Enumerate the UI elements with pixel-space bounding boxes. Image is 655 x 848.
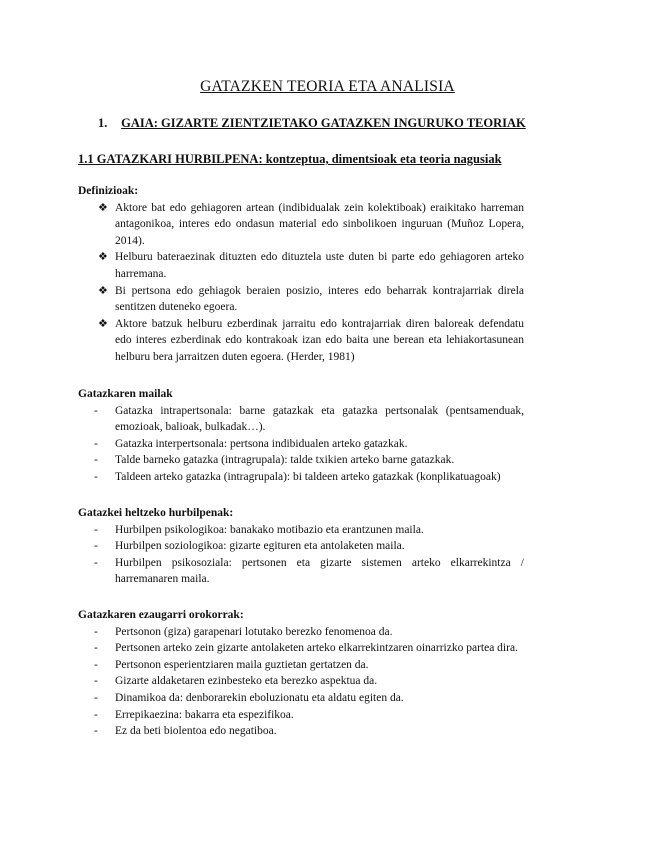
definitions-section: [78, 183, 524, 366]
bullet-marker: -: [94, 404, 98, 417]
list-item: [78, 283, 524, 316]
list-item: [78, 555, 524, 588]
list-item-text: Gatazka intrapertsonala: barne gatazkak eta gatazka pertsonalak (pentsamenduak, emozioak, balioak, bulkadak…).: [115, 404, 524, 434]
list-item: [78, 522, 524, 539]
bullet-marker: -: [94, 454, 98, 467]
list-item-text: Talde barneko gatazka (intragrupala): talde txikien arteko barne gatazkak.: [115, 454, 455, 467]
list-item-text: Pertsonon esperientziaren maila guztietan gertatzen da.: [115, 658, 369, 671]
bullet-marker: ❖: [98, 317, 108, 330]
section-title: 1.1 GATAZKARI HURBILPENA: kontzeptua, dimentsioak eta teoria nagusiak: [78, 152, 502, 166]
bullet-marker: -: [94, 691, 98, 704]
features-list: [78, 624, 524, 740]
list-item: [78, 452, 524, 469]
bullet-marker: -: [94, 625, 98, 638]
bullet-marker: -: [94, 642, 98, 655]
list-item: [78, 690, 524, 707]
approaches-section: [78, 505, 524, 588]
list-item-text: Hurbilpen psikologikoa: banakako motibazio eta erantzunen maila.: [115, 523, 424, 536]
bullet-marker: -: [94, 725, 98, 738]
list-item-text: Ez da beti biolentoa edo negatiboa.: [115, 725, 277, 738]
list-item: [78, 673, 524, 690]
list-item-text: Pertsonen arteko zein gizarte antolaketen arteko elkarrekintzaren oinarrizko partea dira.: [115, 642, 518, 655]
bullet-marker: ❖: [98, 201, 108, 214]
approaches-list: [78, 522, 524, 588]
list-item: [78, 538, 524, 555]
chapter-heading: [98, 116, 526, 131]
list-item: [78, 657, 524, 674]
list-item-text: Gizarte aldaketaren ezinbesteko eta berezko aspektua da.: [115, 675, 378, 688]
list-item-text: Taldeen arteko gatazka (intragrupala): bi taldeen arteko gatazkak (konplikatuagoak): [115, 470, 501, 483]
list-item: [78, 469, 524, 486]
bullet-marker: -: [94, 470, 98, 483]
list-item-text: Aktore bat edo gehiagoren artean (indibidualak zein kolektiboak) eraikitako harreman antagonikoa, interes edo ondasun material edo sinbolikoen inguruan (Muñoz Lopera, 2014).: [115, 201, 524, 247]
list-item-text: Hurbilpen soziologikoa: gizarte egituren eta antolaketen maila.: [115, 540, 405, 553]
bullet-marker: -: [94, 708, 98, 721]
chapter-number: 1.: [98, 116, 108, 130]
levels-list: [78, 403, 524, 486]
features-section: [78, 607, 524, 740]
list-item: [78, 249, 524, 282]
bullet-marker: -: [94, 437, 98, 450]
definitions-heading: Definizioak:: [78, 185, 139, 197]
levels-section: [78, 386, 524, 486]
approaches-heading: Gatazkei heltzeko hurbilpenak:: [78, 507, 234, 519]
list-item-text: Errepikaezina: bakarra eta espezifikoa.: [115, 708, 294, 721]
list-item: [78, 723, 524, 740]
list-item: [78, 436, 524, 453]
bullet-marker: -: [94, 658, 98, 671]
definitions-list: [78, 200, 524, 366]
bullet-marker: -: [94, 523, 98, 536]
list-item-text: Gatazka interpertsonala: pertsona indibidualen arteko gatazkak.: [115, 437, 408, 450]
list-item-text: Aktore batzuk helburu ezberdinak jarraitu edo kontrajarriak diren baloreak defendatu edo interes ezberdinak edo kontrakoak izan edo baita une berean eta lehiakortasunean helburu bera jarraitzen duten egoera. (Herder, 1981): [115, 317, 524, 363]
list-item-text: Helburu bateraezinak dituzten edo dituztela uste duten bi parte edo gehiagoren arteko harremana.: [115, 251, 524, 280]
list-item: [78, 403, 524, 436]
list-item-text: Pertsonon (giza) garapenari lotutako berezko fenomenoa da.: [115, 625, 393, 638]
chapter-title: GAIA: GIZARTE ZIENTZIETAKO GATAZKEN INGURUKO TEORIAK: [121, 116, 526, 130]
bullet-marker: ❖: [98, 251, 108, 264]
levels-heading: Gatazkaren mailak: [78, 388, 173, 400]
bullet-marker: -: [94, 675, 98, 688]
list-item: [78, 707, 524, 724]
bullet-marker: -: [94, 540, 98, 553]
features-heading: Gatazkaren ezaugarri orokorrak:: [78, 609, 244, 621]
list-item-text: Hurbilpen psikosoziala: pertsonen eta gizarte sistemen arteko elkarrekintza / harremanaren maila.: [115, 556, 524, 586]
list-item-text: Bi pertsona edo gehiagok beraien posizio, interes edo beharrak kontrajarriak direla sentitzen duteneko egoera.: [115, 284, 524, 314]
list-item: [78, 316, 524, 366]
list-item: [78, 640, 524, 657]
bullet-marker: -: [94, 556, 98, 569]
bullet-marker: ❖: [98, 284, 108, 297]
list-item-text: Dinamikoa da: denborarekin eboluzionatu eta aldatu egiten da.: [115, 691, 404, 704]
list-item: [78, 624, 524, 641]
document-title: GATAZKEN TEORIA ETA ANALISIA: [200, 78, 455, 95]
list-item: [78, 200, 524, 250]
